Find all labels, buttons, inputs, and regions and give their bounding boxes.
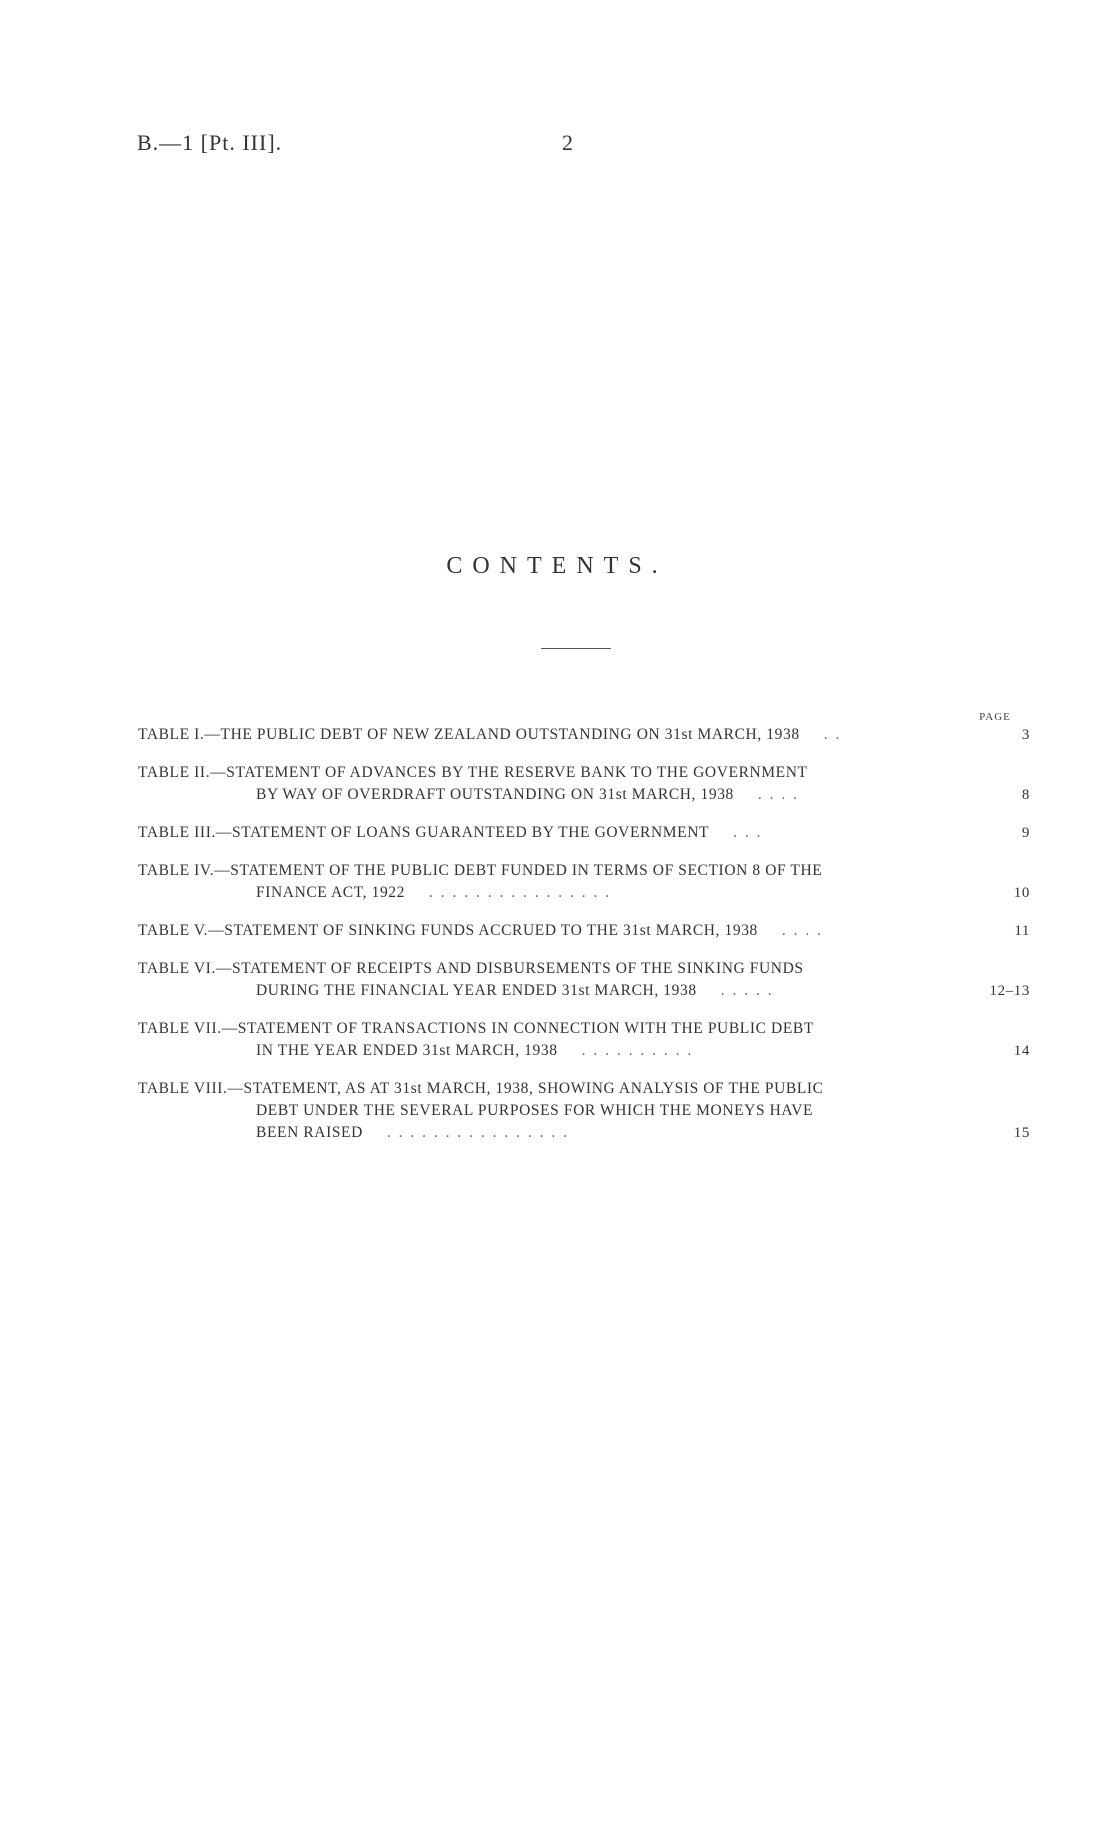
toc-entry[interactable] (138, 1078, 1030, 1144)
toc-page-number: 10 (1013, 885, 1030, 901)
toc-entry-text: DURING THE FINANCIAL YEAR ENDED 31st MARCH, 1938 (256, 982, 697, 999)
toc-page-number: 9 (1021, 825, 1030, 841)
toc-page-number: 15 (1013, 1125, 1030, 1141)
toc-entry-line (138, 1018, 1008, 1040)
page-column-label: PAGE (979, 711, 1011, 723)
page-number: 2 (562, 130, 573, 155)
toc-entry-line (138, 860, 1008, 882)
toc-entry-text: IN THE YEAR ENDED 31st MARCH, 1938 (256, 1042, 558, 1059)
toc-page-number: 14 (1013, 1043, 1030, 1059)
contents-title: CONTENTS. (446, 553, 668, 579)
title-divider (541, 648, 611, 649)
toc-entry-line (138, 1122, 1008, 1144)
toc-leader-dots: . . . . . (720, 982, 774, 999)
toc-entry-line (138, 762, 1008, 784)
toc-entry-line (138, 980, 1008, 1002)
toc-entry-text: TABLE II.—STATEMENT OF ADVANCES BY THE RESERVE BANK TO THE GOVERNMENT (138, 764, 808, 781)
toc-entry-text: DEBT UNDER THE SEVERAL PURPOSES FOR WHICH THE MONEYS HAVE (256, 1102, 814, 1119)
toc-leader-dots: . . . (733, 824, 763, 841)
toc-entry-line (138, 822, 1008, 844)
toc-entry-line (138, 958, 1008, 980)
toc-entry-line (138, 784, 1008, 806)
toc-entry-text: TABLE V.—STATEMENT OF SINKING FUNDS ACCRUED TO THE 31st MARCH, 1938 (138, 922, 758, 939)
toc-entry-line (138, 1040, 1008, 1062)
toc-page-number: 12–13 (989, 983, 1030, 999)
toc-entry-line (138, 1078, 1008, 1100)
toc-leader-dots: . . (823, 726, 842, 743)
toc-entry[interactable] (138, 958, 1030, 1002)
toc-page-number: 8 (1021, 787, 1030, 803)
toc-entry-text: TABLE VIII.—STATEMENT, AS AT 31st MARCH, 1938, SHOWING ANALYSIS OF THE PUBLIC (138, 1080, 824, 1097)
toc-leader-dots: . . . . . . . . . . (581, 1042, 694, 1059)
toc-leader-dots: . . . . (757, 786, 800, 803)
toc-entry-text: TABLE I.—THE PUBLIC DEBT OF NEW ZEALAND OUTSTANDING ON 31st MARCH, 1938 (138, 726, 800, 743)
toc-page-number: 3 (1021, 727, 1030, 743)
toc-entry-line (138, 1100, 1008, 1122)
toc-entry[interactable] (138, 860, 1030, 904)
toc-entry-line (138, 882, 1008, 904)
toc-entry[interactable] (138, 920, 1030, 942)
table-of-contents (138, 724, 1030, 1160)
toc-entry[interactable] (138, 1018, 1030, 1062)
toc-entry-text: TABLE III.—STATEMENT OF LOANS GUARANTEED BY THE GOVERNMENT (138, 824, 710, 841)
toc-leader-dots: . . . . (781, 922, 824, 939)
toc-entry-text: TABLE VI.—STATEMENT OF RECEIPTS AND DISBURSEMENTS OF THE SINKING FUNDS (138, 960, 804, 977)
document-reference: B.—1 [Pt. III]. (137, 130, 283, 155)
toc-entry-text: BY WAY OF OVERDRAFT OUTSTANDING ON 31st MARCH, 1938 (256, 786, 734, 803)
toc-entry-line (138, 920, 1008, 942)
toc-leader-dots: . . . . . . . . . . . . . . . . (386, 1124, 570, 1141)
toc-entry[interactable] (138, 724, 1030, 746)
toc-entry-text: FINANCE ACT, 1922 (256, 884, 405, 901)
toc-entry-text: TABLE VII.—STATEMENT OF TRANSACTIONS IN CONNECTION WITH THE PUBLIC DEBT (138, 1020, 814, 1037)
toc-entry-line (138, 724, 1008, 746)
toc-entry-text: BEEN RAISED (256, 1124, 363, 1141)
toc-entry[interactable] (138, 822, 1030, 844)
toc-entry[interactable] (138, 762, 1030, 806)
toc-entry-text: TABLE IV.—STATEMENT OF THE PUBLIC DEBT FUNDED IN TERMS OF SECTION 8 OF THE (138, 862, 823, 879)
toc-page-number: 11 (1014, 923, 1030, 939)
toc-leader-dots: . . . . . . . . . . . . . . . . (429, 884, 612, 901)
